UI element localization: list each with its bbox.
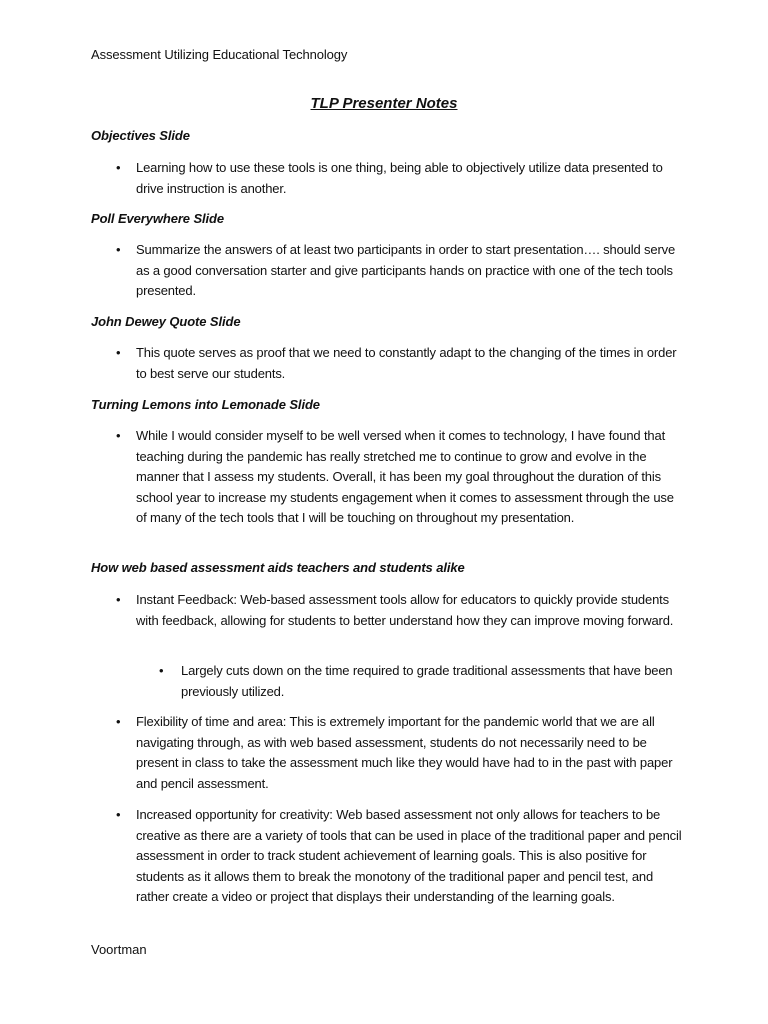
section-heading-john-dewey: John Dewey Quote Slide — [91, 314, 241, 329]
bullet-marker: • — [116, 428, 121, 443]
section-heading-lemons: Turning Lemons into Lemonade Slide — [91, 397, 320, 412]
section-item-flexibility: Flexibility of time and area: This is extremely important for the pandemic world that we are all navigating through, as with web based assessment, students do not necessarily need to be present in class to take the assessment much like they would have had to in the past with paper and pencil assessment. — [136, 714, 673, 791]
document-title — [0, 95, 768, 112]
section-item-creativity: Increased opportunity for creativity: Web based assessment not only allows for teachers to be creative as there are a variety of tools that can be used in place of the traditional paper and pencil assessment in order to track student achievement of learning goals. This is also positive for students as it allows them to break the monotony of the traditional paper and pencil test, and rather create a video or project that displays their understanding of the learning goals. — [136, 807, 682, 905]
document-footer: Voortman — [91, 942, 147, 957]
bullet-marker: • — [116, 592, 121, 607]
section-heading-web-assessment: How web based assessment aids teachers and students alike — [91, 560, 465, 575]
section-heading-objectives: Objectives Slide — [91, 128, 190, 143]
sub-bullet-marker: • — [159, 663, 164, 678]
bullet-marker: • — [116, 807, 121, 822]
section-item-lemons: While I would consider myself to be well versed when it comes to technology, I have found that teaching during the pandemic has really stretched me to continue to grow and evolve in the manner that I assess my students. Overall, it has been my goal throughout the duration of this school year to increase my students engagement when it comes to assessment through the use of many of the tech tools that I will be touching on throughout my presentation. — [136, 428, 674, 526]
section-item-objectives: Learning how to use these tools is one thing, being able to objectively utilize data presented to drive instruction is another. — [136, 160, 663, 196]
document-header: Assessment Utilizing Educational Technology — [91, 47, 348, 62]
bullet-marker: • — [116, 714, 121, 729]
section-item-instant-feedback: Instant Feedback: Web-based assessment tools allow for educators to quickly provide students with feedback, allowing for students to better understand how they can improve moving forward. — [136, 592, 674, 628]
bullet-marker: • — [116, 345, 121, 360]
bullet-marker: • — [116, 242, 121, 257]
section-heading-poll-everywhere: Poll Everywhere Slide — [91, 211, 225, 226]
section-item-john-dewey: This quote serves as proof that we need to constantly adapt to the changing of the times in order to best serve our students. — [136, 345, 677, 381]
document-title-text: TLP Presenter Notes — [310, 95, 458, 112]
bullet-marker: • — [116, 160, 121, 175]
section-item-poll-everywhere: Summarize the answers of at least two participants in order to start presentation…. should serve as a good conversation starter and give participants hands on practice with one of the tech tools presented. — [136, 242, 676, 299]
section-subitem-grading-time: Largely cuts down on the time required to grade traditional assessments that have been previously utilized. — [181, 663, 673, 699]
